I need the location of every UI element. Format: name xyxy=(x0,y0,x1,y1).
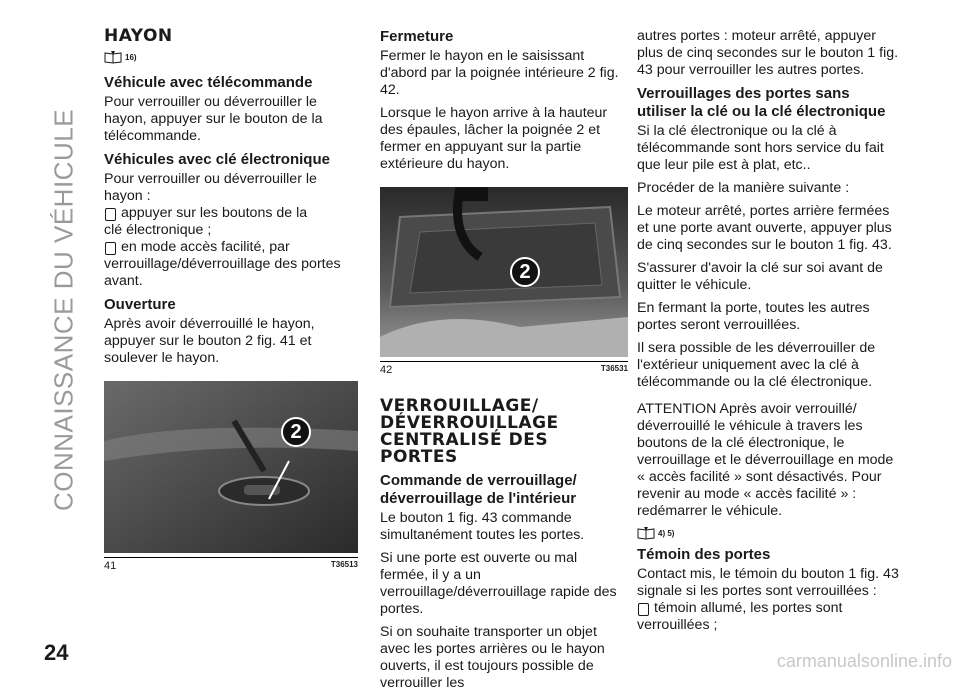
paragraph: Si la clé électronique ou la clé à télécommande sont hors service du fait que leur pile est à plat, etc.. xyxy=(637,123,884,173)
attention-paragraph: ATTENTION Après avoir verrouillé/ déverrouillé le véhicule à travers les boutons de la clé électronique, le verrouillage et le déverrouillage en mode « accès facilité » sont désactivés. Pour revenir au mode « accès facilité » : redémarrer le véhicule. xyxy=(637,401,894,519)
column-3 xyxy=(637,28,899,640)
list-item: témoin allumé, les portes sont xyxy=(637,600,899,617)
bullet-square-icon xyxy=(105,208,116,221)
paragraph: Le bouton 1 fig. 43 commande simultanément toutes les portes. xyxy=(380,510,585,543)
paragraph: Contact mis, le témoin du bouton 1 fig. 43 signale si les portes sont verrouillées : xyxy=(637,566,899,599)
bullet-square-icon xyxy=(638,603,649,616)
list-item: en mode accès facilité, par xyxy=(104,239,358,256)
paragraph: Fermer le hayon en le saisissant d'abord par la poignée intérieure 2 fig. 42. xyxy=(380,48,619,98)
column-2 xyxy=(380,28,628,698)
subheading-cle-electronique: Véhicules avec clé électronique xyxy=(104,151,330,168)
warning-book-icon xyxy=(104,50,122,64)
subheading-verrouillages-sans-cle: Verrouillages des portes sans utiliser la clé ou la clé électronique xyxy=(637,85,886,120)
paragraph: S'assurer d'avoir la clé sur soi avant de quitter le véhicule. xyxy=(637,260,883,293)
subheading-ouverture: Ouverture xyxy=(104,296,176,313)
paragraph: Après avoir déverrouillé le hayon, appuyer sur le bouton 2 fig. 41 et soulever le hayon. xyxy=(104,316,315,366)
paragraph: Si une porte est ouverte ou mal fermée, il y a un verrouillage/déverrouillage rapide des portes. xyxy=(380,550,617,617)
bullet-square-icon xyxy=(105,242,116,255)
paragraph: Il sera possible de les déverrouiller de l'extérieur uniquement avec la clé à télécommande ou la clé électronique. xyxy=(637,340,876,390)
callout-badge-2: 2 xyxy=(510,257,540,287)
figure-41 xyxy=(104,381,358,572)
paragraph: Procéder de la manière suivante : xyxy=(637,180,850,196)
paragraph: Le moteur arrêté, portes arrière fermées et une porte avant ouverte, appuyer plus de cinq secondes sur le bouton 1 fig. 43. xyxy=(637,203,892,253)
column-1 xyxy=(104,28,358,572)
section-heading-hayon: HAYON xyxy=(104,26,173,46)
list-item: appuyer sur les boutons de la xyxy=(104,205,358,222)
page-number: 24 xyxy=(44,640,69,665)
list-item-continuation: verrouillage/déverrouillage des portes avant. xyxy=(104,256,341,289)
list-item-continuation: clé électronique ; xyxy=(104,222,212,238)
figure-image xyxy=(104,381,358,553)
subheading-fermeture: Fermeture xyxy=(380,28,454,45)
watermark: carmanualsonline.info xyxy=(776,651,952,671)
section-heading-verrouillage: VERROUILLAGE/ DÉVERROUILLAGE CENTRALISÉ DES PORTES xyxy=(380,396,559,467)
paragraph: Pour verrouiller ou déverrouiller le hayon : xyxy=(104,171,317,204)
side-chapter-title: CONNAISSANCE DU VÉHICULE xyxy=(48,108,79,512)
paragraph: Pour verrouiller ou déverrouiller le hayon, appuyer sur le bouton de la télécommande. xyxy=(104,94,323,144)
tailgate-interior-illustration xyxy=(380,187,628,357)
paragraph: En fermant la porte, toutes les autres portes seront verrouillées. xyxy=(637,300,870,333)
subheading-temoin-des-portes: Témoin des portes xyxy=(637,546,771,563)
list-item-continuation: verrouillées ; xyxy=(637,617,718,633)
subheading-telecommande: Véhicule avec télécommande xyxy=(104,74,313,91)
paragraph: autres portes : moteur arrêté, appuyer plus de cinq secondes sur le bouton 1 fig. 43 pour verrouiller les autres portes. xyxy=(637,28,899,78)
warning-reference: 16) xyxy=(104,50,358,64)
figure-image xyxy=(380,187,628,357)
paragraph: Si on souhaite transporter un objet avec les portes arrières ou le hayon ouverts, il est toujours possible de verrouiller les xyxy=(380,624,605,691)
figure-42 xyxy=(380,187,628,376)
tailgate-handle-illustration xyxy=(104,381,358,553)
figure-caption: 42 T36531 xyxy=(380,361,628,376)
warning-reference: 4) 5) xyxy=(637,526,899,540)
figure-caption: 41 T36513 xyxy=(104,557,358,572)
paragraph: Lorsque le hayon arrive à la hauteur des épaules, lâcher la poignée 2 et fermer en appuyant sur la partie extérieure du hayon. xyxy=(380,105,608,172)
warning-book-icon xyxy=(637,526,655,540)
callout-badge-2: 2 xyxy=(281,417,311,447)
subheading-commande: Commande de verrouillage/ déverrouillage de l'intérieur xyxy=(380,472,577,507)
